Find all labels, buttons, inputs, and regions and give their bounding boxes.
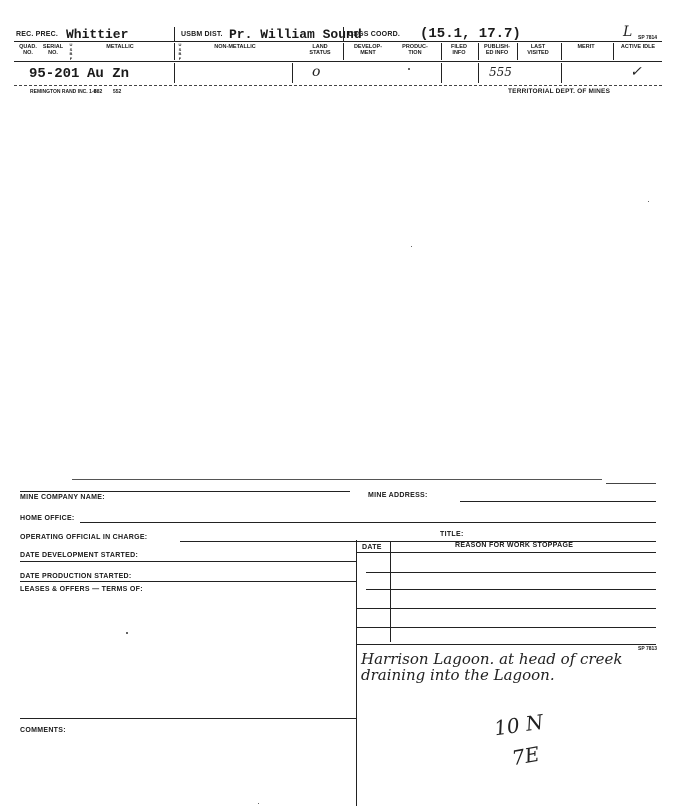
- leases-offers-label: LEASES & OFFERS — TERMS OF:: [20, 586, 143, 593]
- col-metallic: METALLIC: [106, 44, 134, 50]
- mine-company-label: MINE COMPANY NAME:: [20, 494, 105, 501]
- rec-prec-value: Whittier: [66, 27, 129, 42]
- usbm-dist-label: USBM DIST.: [181, 31, 223, 38]
- published-value: 555: [489, 65, 512, 79]
- date-development-label: DATE DEVELOPMENT STARTED:: [20, 552, 139, 559]
- range-mark: 7E: [510, 741, 542, 771]
- date-column-label: DATE: [362, 544, 382, 551]
- col-usb1: U S B F: [69, 42, 73, 61]
- col-filed-info: FILED INFO: [451, 44, 467, 56]
- col-last-visited: LAST VISITED: [527, 44, 549, 56]
- printer-name: REMINGTON RAND INC. 1-0: [30, 89, 97, 95]
- bottom-form-number: SP 7813: [638, 646, 658, 652]
- col-production: PRODUC- TION: [402, 44, 428, 56]
- operating-official-label: OPERATING OFFICIAL IN CHARGE:: [20, 534, 148, 541]
- col-development: DEVELOP- MENT: [353, 44, 383, 56]
- title-label: TITLE:: [440, 531, 464, 538]
- col-quad: QUAD. NO.: [19, 44, 37, 56]
- location-note-line1: Harrison Lagoon. at head of creek: [361, 650, 623, 668]
- usbm-dist-value: Pr. William Sound: [229, 27, 362, 42]
- col-usb2: U S B F: [178, 42, 182, 61]
- col-active-idle: ACTIVE IDLE: [620, 44, 656, 50]
- col-nonmetallic: NON-METALLIC: [214, 44, 256, 50]
- township-mark: 10 N: [492, 709, 545, 741]
- col-land-status: LAND STATUS: [309, 44, 331, 56]
- comments-label: COMMENTS:: [20, 727, 66, 734]
- mine-address-label: MINE ADDRESS:: [368, 492, 428, 499]
- corner-mark: L: [623, 24, 633, 40]
- metallic-value: Au Zn: [87, 66, 130, 82]
- usgs-coord-value: (15.1, 17.7): [420, 26, 521, 42]
- territorial-dept: TERRITORIAL DEPT. OF MINES: [508, 88, 611, 95]
- home-office-label: HOME OFFICE:: [20, 515, 75, 522]
- quad-serial-value: 95-201: [29, 66, 80, 82]
- top-form-number: SP 7814: [638, 35, 658, 41]
- rec-prec-label: REC. PREC.: [16, 31, 59, 38]
- col-serial: SERIAL NO.: [42, 44, 64, 56]
- location-note-line2: draining into the Lagoon.: [361, 666, 555, 684]
- printer-code: 882: [94, 89, 103, 95]
- land-status-value: o: [312, 64, 321, 80]
- usgs-coord-label: USGS COORD.: [348, 31, 400, 38]
- col-published-info: PUBLISH- ED INFO: [484, 44, 510, 56]
- reason-column-label: REASON FOR WORK STOPPAGE: [455, 542, 574, 549]
- printer-code-2: 552: [113, 89, 122, 95]
- col-merit: MERIT: [577, 44, 595, 50]
- date-production-label: DATE PRODUCTION STARTED:: [20, 573, 132, 580]
- active-check: ✓: [630, 64, 642, 80]
